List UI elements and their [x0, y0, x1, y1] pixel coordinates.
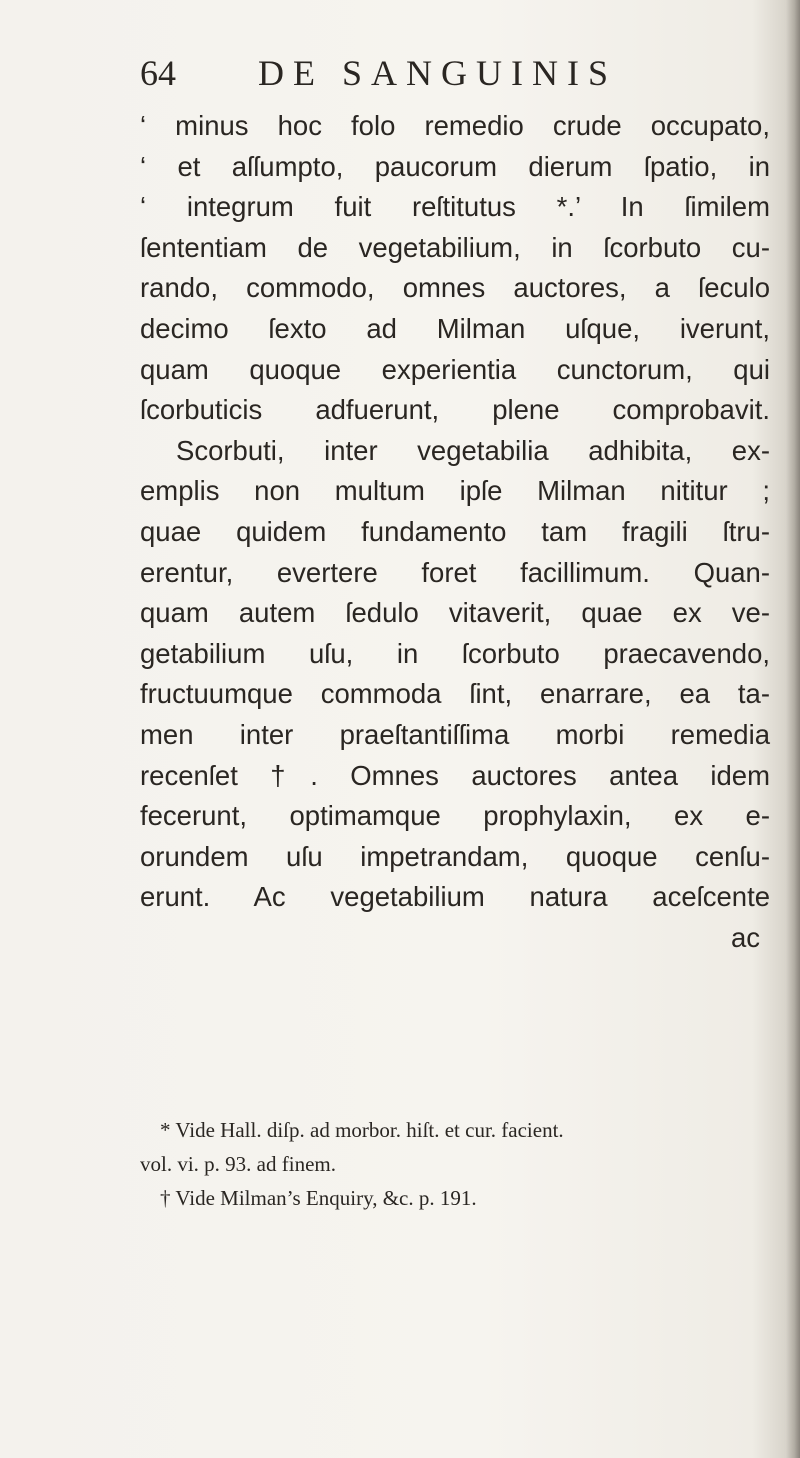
- text-line: ‘ et aſſumpto, paucorum dierum ſpatio, in: [140, 150, 770, 182]
- footnote-1-line-1: * Vide Hall. diſp. ad morbor. hiſt. et cur. facient.: [160, 1118, 564, 1142]
- body-text: [140, 106, 770, 958]
- footnote-2: † Vide Milman’s Enquiry, &c. p. 191.: [160, 1186, 477, 1210]
- text-line: quam quoque experientia cunctorum, qui: [140, 353, 770, 385]
- text-line: fecerunt, optimamque prophylaxin, ex e-: [140, 800, 770, 832]
- footnote-1-line-2: vol. vi. p. 93. ad finem.: [140, 1152, 336, 1176]
- text-line: rando, commodo, omnes auctores, a ſeculo: [140, 272, 770, 304]
- page-header: [140, 52, 760, 96]
- text-line: fructuumque commoda ſint, enarrare, ea ta-: [140, 678, 770, 710]
- text-line: emplis non multum ipſe Milman nititur ;: [140, 475, 770, 507]
- text-line-paragraph-start: Scorbuti, inter vegetabilia adhibita, ex-: [176, 434, 770, 466]
- text-line: quam autem ſedulo vitaverit, quae ex ve-: [140, 597, 770, 629]
- footnotes: [140, 1113, 770, 1215]
- text-line: decimo ſexto ad Milman uſque, iverunt,: [140, 312, 770, 344]
- text-line: ſententiam de vegetabilium, in ſcorbuto cu-: [140, 231, 770, 263]
- text-line: erunt. Ac vegetabilium natura aceſcente: [140, 881, 770, 913]
- text-line: erentur, evertere foret facillimum. Quan-: [140, 556, 770, 588]
- text-line: ſcorbuticis adfuerunt, plene comprobavit.: [140, 394, 770, 426]
- page-edge-shadow: [786, 0, 800, 1458]
- text-line: quae quidem fundamento tam fragili ſtru-: [140, 515, 770, 547]
- text-line: ‘ integrum fuit reſtitutus *.’ In ſimilem: [140, 191, 770, 223]
- text-line: men inter praeſtantiſſima morbi remedia: [140, 718, 770, 750]
- text-line: getabilium uſu, in ſcorbuto praecavendo,: [140, 637, 770, 669]
- page-number: 64: [140, 53, 176, 93]
- text-line: ‘ minus hoc folo remedio crude occupato,: [140, 110, 770, 141]
- text-line: recenſet †. Omnes auctores antea idem: [140, 759, 770, 791]
- running-title: DE SANGUINIS: [258, 53, 617, 93]
- catchword: ac: [730, 921, 760, 953]
- text-line: orundem uſu impetrandam, quoque cenſu-: [140, 840, 770, 872]
